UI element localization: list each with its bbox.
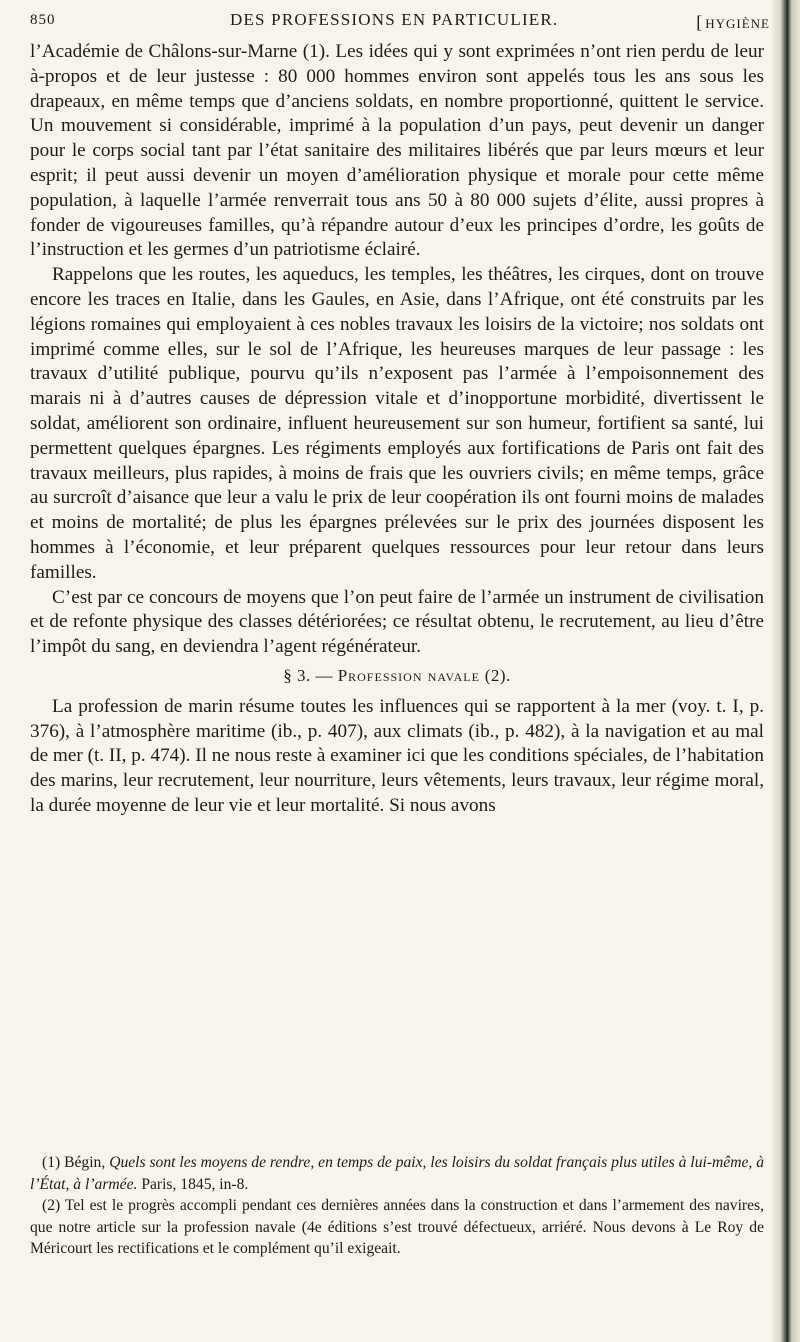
footnote-1-mark: (1) xyxy=(42,1154,61,1171)
section-heading xyxy=(30,664,764,689)
footnote-1-author: Bégin, xyxy=(64,1154,106,1171)
footnote-2 xyxy=(30,1195,764,1260)
section-title: Profession navale xyxy=(337,665,480,685)
paragraph-1: l’Académie de Châlons-sur-Marne (1). Les idées qui y sont exprimées n’ont rien perdu de leur à-propos et de leur justesse : 80 000 hommes environ sont appelés tous les ans sous les drapeaux, en même temps que d’anciens soldats, en nombre proportionné, quittent le service. Un mouvement si considérable, imprimé à la population d’un pays, peut devenir un danger pour le corps social tant par l’état sanitaire des militaires libérés que par leurs mœurs et leur esprit; il peut aussi devenir un moyen d’amélioration physique et morale pour cette même population, à laquelle l’armée renverrait tous ans 50 à 80 000 sujets d’élite, aussi propres à fonder de vigoureuses familles, qu’à répandre autour d’eux les principes d’ordre, les goûts de l’instruction et les germes d’un patriotisme éclairé. xyxy=(30,41,764,261)
footnote-2-mark: (2) xyxy=(42,1197,61,1214)
section-dash: — xyxy=(315,665,333,685)
section-note-ref: (2). xyxy=(484,665,511,685)
paragraph-3: C’est par ce concours de moyens que l’on peut faire de l’armée un instrument de civilisation et de refonte physique des classes détériorées; ce résultat obtenu, le recrutement, au lieu d’être l’impôt du sang, en deviendra l’agent régénérateur. xyxy=(30,586,764,658)
page-number: 850 xyxy=(30,12,56,28)
footnote-1-title: Quels sont les moyens de rendre, en temps de paix, les loisirs du soldat français plus utiles à lui-même, à l’État, à l’armée. xyxy=(30,1154,764,1193)
footnotes xyxy=(30,1152,764,1260)
running-right-title: [ HYGIÈNE xyxy=(696,12,770,33)
footnote-1-rest: Paris, 1845, in-8. xyxy=(141,1175,249,1193)
book-binding-edge xyxy=(772,0,800,1342)
section-number: § 3. xyxy=(283,665,311,685)
running-header xyxy=(30,8,770,38)
footnote-2-text: Tel est le progrès accompli pendant ces dernières années dans la construction et dans l’armement des navires, que notre article sur la profession navale (4e éditions s’est trouvé défectueux, arriéré. Nous devons à Le Roy de Méricourt les rectifications et le complément qu’il exigeait. xyxy=(30,1197,764,1257)
paragraph-4: La profession de marin résume toutes les influences qui se rapportent à la mer (voy. t. I, p. 376), à l’atmosphère maritime (ib., p. 407), aux climats (ib., p. 482), à la navigation et au mal de mer (t. II, p. 474). Il ne nous reste à examiner ici que les conditions spéciales, de l’habitation des marins, leur recrutement, leur nourriture, leurs vêtements, leurs travaux, leur régime moral, la durée moyenne de leur vie et leur mortalité. Si nous avons xyxy=(30,695,764,816)
main-text xyxy=(30,40,764,819)
footnote-1 xyxy=(30,1152,764,1195)
paragraph-2: Rappelons que les routes, les aqueducs, les temples, les théâtres, les cirques, dont on trouve encore les traces en Italie, dans les Gaules, en Asie, dans l’Afrique, ont été construits par les légions romaines qui employaient à ces nobles travaux les loisirs de la victoire; nos soldats ont imprimé comme elles, sur le sol de l’Afrique, les heureuses marques de leur passage : les travaux d’utilité publique, pourvu qu’ils n’exposent pas l’armée à l’empoisonnement des marais ni à d’autres causes de dépression vitale et d’inopportune morbidité, divertissent le soldat, améliorent son ordinaire, influent heureusement sur son humeur, fortifient sa santé, lui permettent quelques épargnes. Les régiments employés aux fortifications de Paris ont fait des travaux meilleurs, plus rapides, à moins de frais que les ouvriers civils; en même temps, grâce au surcroît d’aisance que leur a valu le prix de leur coopération ils ont fourni moins de malades et moins de mortalité; de plus les épargnes prélevées sur le prix des journées disposent les hommes à l’économie, et leur préparent quelques ressources pour leur retour dans leurs familles. xyxy=(30,264,764,583)
running-title: DES PROFESSIONS EN PARTICULIER. xyxy=(230,10,559,29)
